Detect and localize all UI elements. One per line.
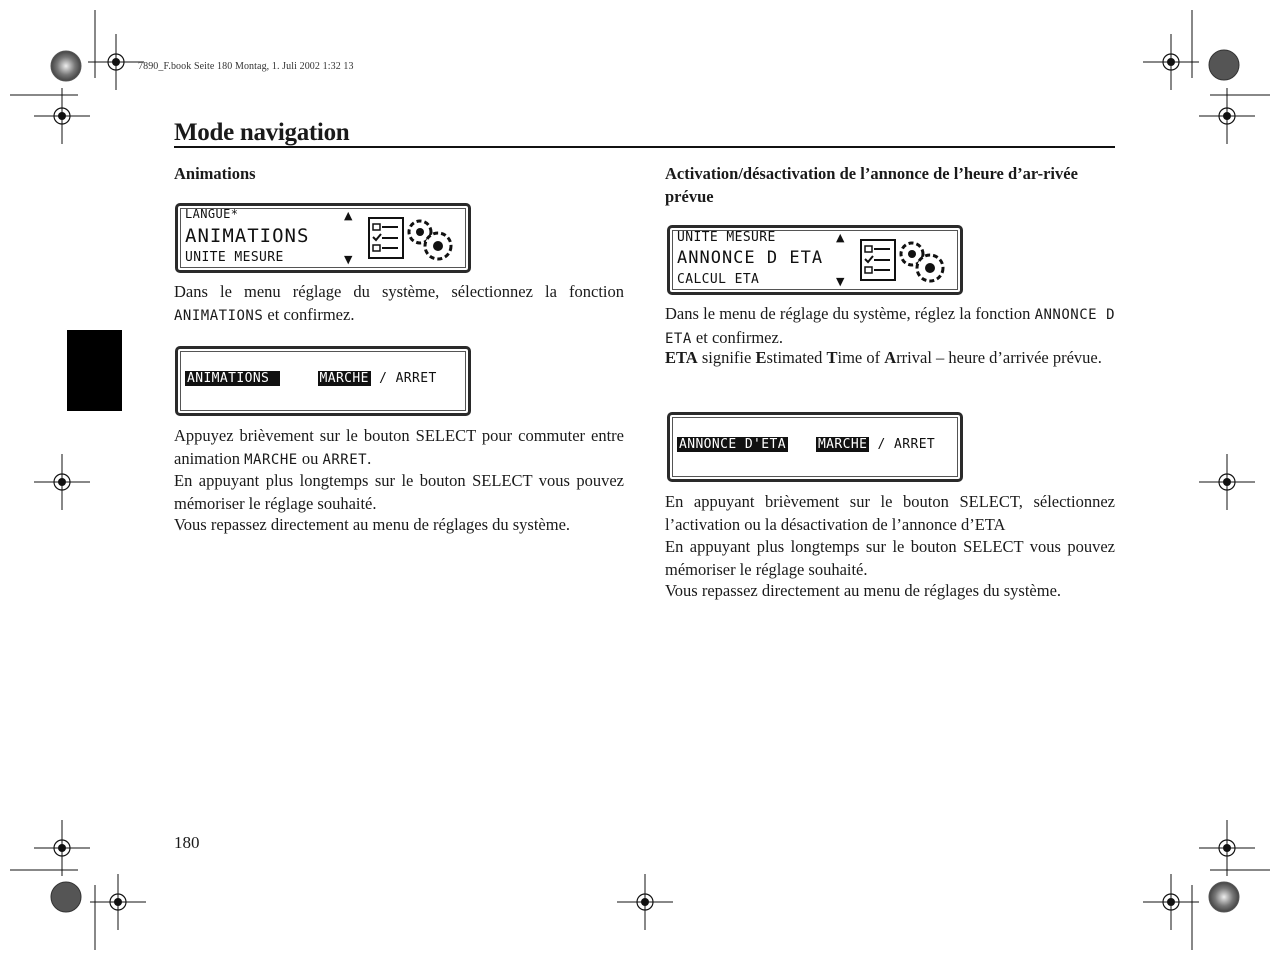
lcd-toggle-row xyxy=(185,371,437,386)
bold-letter: A xyxy=(884,348,897,367)
arrow-down-icon: ▼ xyxy=(344,253,353,266)
eta-term: ETA xyxy=(665,348,698,367)
color-wheel-icon xyxy=(51,882,81,912)
mono-term: MARCHE xyxy=(244,451,298,468)
mono-term: ARRET xyxy=(322,451,368,468)
bold-letter: T xyxy=(826,348,838,367)
lcd-line-1: UNITE MESURE xyxy=(677,230,776,245)
title-rule xyxy=(174,146,1115,148)
arrow-up-icon: ▲ xyxy=(836,231,845,244)
bold-letter: E xyxy=(755,348,767,367)
lcd-separator: / xyxy=(370,371,396,386)
right-paragraph-3: En appuyant brièvement sur le bouton SELECT, sélectionnez l’activation ou la désactivation de l’annonce d’ETA xyxy=(665,492,1115,534)
file-header: 7890_F.book Seite 180 Montag, 1. Juli 2002 1:32 13 xyxy=(138,61,354,72)
lcd-off-option: ARRET xyxy=(395,371,437,386)
color-wheel-icon xyxy=(1209,882,1239,912)
lcd-menu-display xyxy=(175,203,471,273)
lcd-toggle-display xyxy=(175,346,471,416)
lcd-line-3: CALCUL ETA xyxy=(677,272,760,287)
arrow-up-icon: ▲ xyxy=(344,209,353,222)
text: signifie xyxy=(697,348,756,367)
text: Dans le menu réglage du système, sélectionnez la fonction xyxy=(174,282,624,301)
lcd-label: ANIMATIONS xyxy=(187,371,278,386)
chapter-tab xyxy=(67,330,122,411)
lcd-on-option: MARCHE xyxy=(817,437,868,452)
menu-gear-icon xyxy=(368,214,458,264)
text: ime of xyxy=(837,348,885,367)
section-title-animations: Animations xyxy=(174,164,256,183)
section-title-eta: Activation/désactivation de l’annonce de l’heure d’ar-rivée prévue xyxy=(665,164,1078,206)
page-title: Mode navigation xyxy=(174,119,350,146)
lcd-menu-display-eta xyxy=(667,225,963,295)
lcd-label: ANNONCE D'ETA xyxy=(679,437,786,452)
lcd-line-2: ANIMATIONS xyxy=(185,225,310,247)
text: ou xyxy=(297,448,323,468)
text: et confirmez. xyxy=(263,304,355,324)
mono-term: ANIMATIONS xyxy=(174,307,264,324)
left-paragraph-4: Vous repassez directement au menu de réglages du système. xyxy=(174,515,571,534)
mono-term: ANNONCE D ETA xyxy=(665,307,1116,347)
left-paragraph-2 xyxy=(174,425,624,471)
color-wheel-icon xyxy=(51,51,81,81)
arrow-down-icon: ▼ xyxy=(836,275,845,288)
lcd-off-option: ARRET xyxy=(894,437,936,452)
left-paragraph-3: En appuyant plus longtemps sur le bouton SELECT vous pouvez mémoriser le réglage souhaité. xyxy=(174,471,624,513)
text: Appuyez brièvement sur le bouton SELECT pour commuter entre animation xyxy=(174,426,624,468)
text: rrival – heure d’arrivée prévue. xyxy=(896,348,1102,367)
right-paragraph-2 xyxy=(665,347,1115,370)
text: stimated xyxy=(766,348,827,367)
menu-gear-icon xyxy=(860,236,950,286)
lcd-separator: / xyxy=(869,437,895,452)
right-paragraph-5: Vous repassez directement au menu de réglages du système. xyxy=(665,581,1062,600)
left-paragraph-1 xyxy=(174,281,624,327)
lcd-line-1: LANGUE* xyxy=(185,207,239,221)
right-paragraph-1 xyxy=(665,303,1115,350)
lcd-line-3: UNITE MESURE xyxy=(185,250,284,265)
text: . xyxy=(367,448,372,468)
lcd-toggle-row xyxy=(677,437,935,452)
color-wheel-icon xyxy=(1209,50,1239,80)
right-paragraph-4: En appuyant plus longtemps sur le bouton SELECT vous pouvez mémoriser le réglage souhaité. xyxy=(665,537,1115,579)
text: Dans le menu de réglage du système, réglez la fonction xyxy=(665,304,1031,323)
lcd-line-2: ANNONCE D ETA xyxy=(677,248,824,268)
text: et confirmez. xyxy=(691,327,783,347)
page-number: 180 xyxy=(174,833,200,852)
lcd-on-option: MARCHE xyxy=(319,371,369,386)
lcd-toggle-display-eta xyxy=(667,412,963,482)
